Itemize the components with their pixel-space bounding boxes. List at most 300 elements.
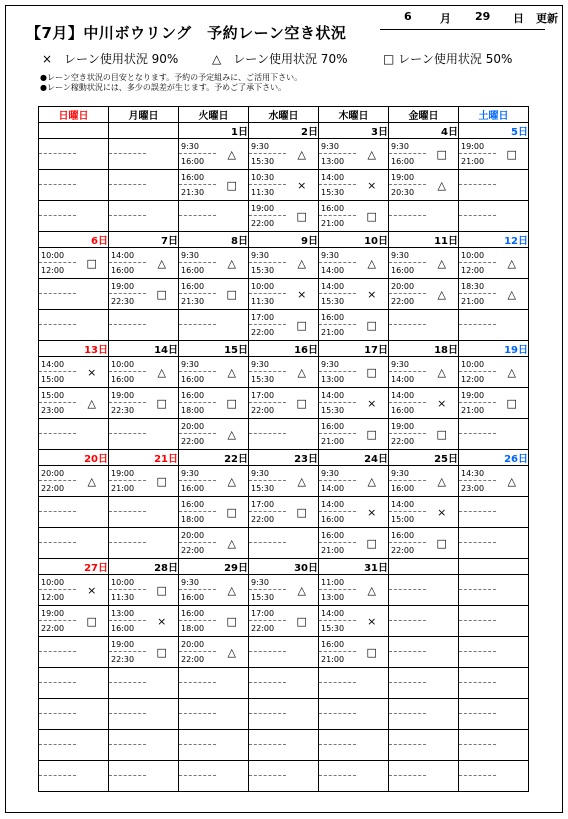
slot-time: [249, 761, 286, 792]
start-time: [39, 637, 76, 652]
slot-time: [249, 248, 286, 279]
slot-time: [389, 279, 426, 310]
slot-row: [39, 497, 529, 528]
availability-symbol: [76, 699, 109, 730]
slot-time: [389, 637, 426, 668]
start-time: 20:00: [179, 419, 216, 434]
end-time: 11:30: [251, 297, 275, 306]
end-time: [179, 216, 216, 231]
slot-time: [459, 139, 496, 170]
end-time: 16:00: [181, 484, 205, 493]
end-time: 16:00: [181, 375, 205, 384]
start-time: 16:00: [319, 310, 356, 325]
start-time: [459, 606, 496, 621]
slot-time: [39, 637, 76, 668]
start-time: 9:30: [179, 357, 216, 372]
availability-symbol: ×: [76, 575, 109, 606]
start-time: 17:00: [249, 606, 286, 621]
start-time: [459, 497, 496, 512]
end-time: 21:00: [111, 484, 135, 493]
slot-time: [389, 606, 426, 637]
end-time: 22:00: [391, 437, 415, 446]
availability-symbol: [286, 637, 319, 668]
end-time: 22:30: [111, 297, 135, 306]
slot-time: [39, 699, 76, 730]
start-time: [389, 637, 426, 652]
end-time: 12:00: [41, 266, 65, 275]
end-time: [389, 590, 426, 605]
availability-symbol: [496, 761, 529, 792]
slot-time: [319, 279, 356, 310]
end-time: 16:00: [391, 157, 415, 166]
slot-time: [389, 668, 426, 699]
slot-time: [109, 139, 146, 170]
date-cell: 28日: [109, 559, 179, 575]
start-time: 10:00: [39, 248, 76, 263]
start-time: 20:00: [39, 466, 76, 481]
availability-symbol: [146, 497, 179, 528]
end-time: 16:00: [321, 515, 345, 524]
availability-symbol: □: [286, 497, 319, 528]
end-time: [39, 543, 76, 558]
slot-time: [39, 201, 76, 232]
weekday-header-row: [39, 107, 529, 123]
start-time: [179, 310, 216, 325]
start-time: [389, 606, 426, 621]
start-time: 10:00: [39, 575, 76, 590]
end-time: 14:00: [321, 266, 345, 275]
note-line: ●レーン稼動状況には、多少の誤差が生じます。予めご了承下さい。: [40, 83, 287, 92]
availability-symbol: [76, 761, 109, 792]
availability-symbol: ×: [426, 497, 459, 528]
start-time: 16:00: [319, 637, 356, 652]
end-time: 16:00: [181, 593, 205, 602]
end-time: 22:00: [251, 406, 275, 415]
start-time: 17:00: [249, 497, 286, 512]
availability-symbol: □: [286, 201, 319, 232]
slot-time: [389, 357, 426, 388]
end-time: [459, 621, 496, 636]
end-time: 21:00: [461, 406, 485, 415]
start-time: 16:00: [179, 606, 216, 621]
slot-time: [109, 575, 146, 606]
slot-time: [319, 575, 356, 606]
weekday-header: 土曜日: [459, 107, 529, 123]
end-time: 15:30: [321, 624, 345, 633]
empty-row: [39, 699, 529, 730]
end-time: 14:00: [321, 484, 345, 493]
end-time: 21:30: [181, 297, 205, 306]
start-time: [109, 139, 146, 154]
end-time: [39, 216, 76, 231]
slot-time: [249, 357, 286, 388]
slot-time: [459, 761, 496, 792]
availability-symbol: △: [426, 466, 459, 497]
slot-time: [459, 575, 496, 606]
slot-time: [389, 575, 426, 606]
start-time: 9:30: [319, 466, 356, 481]
slot-time: [319, 606, 356, 637]
updated-day-unit: 日: [513, 12, 524, 25]
slot-time: [179, 201, 216, 232]
availability-symbol: [76, 637, 109, 668]
start-time: 19:00: [389, 170, 426, 185]
availability-symbol: △: [146, 248, 179, 279]
start-time: 14:00: [39, 357, 76, 372]
start-time: [109, 201, 146, 216]
end-time: 15:30: [321, 188, 345, 197]
slot-time: [249, 668, 286, 699]
slot-time: [249, 170, 286, 201]
availability-symbol: [496, 201, 529, 232]
slot-time: [389, 730, 426, 761]
empty-row: [39, 730, 529, 761]
availability-symbol: [426, 761, 459, 792]
start-time: 10:00: [459, 248, 496, 263]
start-time: [109, 497, 146, 512]
date-row: [39, 450, 529, 466]
end-time: 22:30: [111, 406, 135, 415]
start-time: 14:00: [319, 170, 356, 185]
availability-symbol: △: [426, 279, 459, 310]
end-time: 22:00: [251, 624, 275, 633]
availability-symbol: [356, 699, 389, 730]
slot-time: [319, 528, 356, 559]
availability-symbol: [496, 528, 529, 559]
start-time: 19:00: [109, 279, 146, 294]
weekday-header: 水曜日: [249, 107, 319, 123]
slot-row: [39, 248, 529, 279]
end-time: 22:00: [391, 297, 415, 306]
availability-symbol: [356, 761, 389, 792]
availability-symbol: △: [426, 170, 459, 201]
end-time: 23:00: [41, 406, 65, 415]
end-time: 15:30: [251, 593, 275, 602]
end-time: 21:00: [461, 297, 485, 306]
slot-time: [319, 497, 356, 528]
availability-symbol: □: [426, 528, 459, 559]
slot-time: [179, 279, 216, 310]
availability-symbol: □: [356, 310, 389, 341]
end-time: 12:00: [461, 266, 485, 275]
availability-symbol: [76, 279, 109, 310]
start-time: 9:30: [319, 139, 356, 154]
date-cell: 25日: [389, 450, 459, 466]
availability-symbol: [146, 699, 179, 730]
start-time: 19:00: [39, 606, 76, 621]
availability-symbol: □: [356, 528, 389, 559]
start-time: 13:00: [109, 606, 146, 621]
end-time: 18:00: [181, 624, 205, 633]
availability-symbol: △: [286, 139, 319, 170]
start-time: [389, 575, 426, 590]
slot-time: [459, 497, 496, 528]
end-time: 22:00: [251, 328, 275, 337]
weekday-header: 日曜日: [39, 107, 109, 123]
availability-symbol: [496, 170, 529, 201]
start-time: [459, 637, 496, 652]
slot-time: [179, 248, 216, 279]
slot-time: [109, 357, 146, 388]
start-time: 10:00: [109, 575, 146, 590]
start-time: [39, 201, 76, 216]
slot-time: [39, 466, 76, 497]
slot-time: [319, 730, 356, 761]
start-time: [39, 170, 76, 185]
end-time: 15:30: [251, 266, 275, 275]
end-time: 15:30: [251, 484, 275, 493]
slot-time: [319, 668, 356, 699]
start-time: 9:30: [249, 248, 286, 263]
legend-square: □ レーン使用状況 50%: [383, 52, 513, 66]
end-time: [459, 543, 496, 558]
page-title: 【7月】中川ボウリング 予約レーン空き状況: [26, 24, 347, 42]
end-time: [39, 652, 76, 667]
availability-symbol: [426, 699, 459, 730]
start-time: 14:00: [319, 497, 356, 512]
availability-symbol: [426, 637, 459, 668]
date-cell: 17日: [319, 341, 389, 357]
date-cell: 19日: [459, 341, 529, 357]
slot-time: [179, 637, 216, 668]
availability-symbol: [496, 419, 529, 450]
date-cell: 4日: [389, 123, 459, 139]
slot-time: [389, 466, 426, 497]
availability-symbol: □: [146, 637, 179, 668]
end-time: [109, 543, 146, 558]
end-time: 22:00: [251, 515, 275, 524]
date-cell: 21日: [109, 450, 179, 466]
start-time: 19:00: [249, 201, 286, 216]
end-time: 12:00: [461, 375, 485, 384]
availability-symbol: □: [496, 388, 529, 419]
availability-symbol: □: [216, 606, 249, 637]
slot-time: [179, 699, 216, 730]
start-time: 19:00: [109, 637, 146, 652]
availability-symbol: ×: [356, 170, 389, 201]
availability-symbol: ×: [356, 279, 389, 310]
start-time: [459, 419, 496, 434]
start-time: 10:00: [109, 357, 146, 372]
slot-time: [39, 606, 76, 637]
start-time: 16:00: [319, 201, 356, 216]
weekday-header: 火曜日: [179, 107, 249, 123]
availability-symbol: [286, 730, 319, 761]
slot-time: [459, 248, 496, 279]
slot-time: [459, 668, 496, 699]
slot-time: [39, 357, 76, 388]
start-time: 9:30: [179, 466, 216, 481]
availability-symbol: △: [286, 248, 319, 279]
slot-time: [319, 761, 356, 792]
availability-symbol: △: [216, 528, 249, 559]
slot-time: [459, 279, 496, 310]
start-time: 19:00: [459, 388, 496, 403]
start-time: 16:00: [319, 419, 356, 434]
slot-time: [389, 139, 426, 170]
start-time: 17:00: [249, 310, 286, 325]
start-time: 9:30: [389, 139, 426, 154]
slot-row: [39, 139, 529, 170]
slot-time: [179, 357, 216, 388]
date-cell: 6日: [39, 232, 109, 248]
availability-symbol: ×: [286, 279, 319, 310]
end-time: 16:00: [111, 266, 135, 275]
availability-symbol: [356, 668, 389, 699]
end-time: [389, 621, 426, 636]
availability-symbol: [216, 201, 249, 232]
start-time: 18:30: [459, 279, 496, 294]
slot-row: [39, 170, 529, 201]
availability-symbol: □: [146, 279, 179, 310]
slot-time: [39, 419, 76, 450]
date-cell: 16日: [249, 341, 319, 357]
date-cell: 2日: [249, 123, 319, 139]
start-time: 19:00: [109, 466, 146, 481]
availability-symbol: [76, 310, 109, 341]
availability-symbol: [146, 668, 179, 699]
date-row: [39, 123, 529, 139]
slot-time: [319, 310, 356, 341]
start-time: 10:00: [249, 279, 286, 294]
availability-symbol: □: [76, 606, 109, 637]
date-cell: 30日: [249, 559, 319, 575]
availability-symbol: △: [356, 466, 389, 497]
availability-symbol: [496, 668, 529, 699]
availability-symbol: □: [426, 139, 459, 170]
availability-symbol: [216, 310, 249, 341]
date-cell: 12日: [459, 232, 529, 248]
availability-symbol: □: [76, 248, 109, 279]
end-time: 22:00: [181, 655, 205, 664]
slot-time: [179, 497, 216, 528]
availability-symbol: △: [356, 575, 389, 606]
slot-time: [109, 668, 146, 699]
availability-symbol: [76, 528, 109, 559]
date-cell: 5日: [459, 123, 529, 139]
slot-time: [39, 668, 76, 699]
availability-symbol: ×: [426, 388, 459, 419]
slot-time: [319, 248, 356, 279]
availability-symbol: △: [216, 419, 249, 450]
availability-symbol: [496, 575, 529, 606]
slot-time: [249, 279, 286, 310]
slot-row: [39, 637, 529, 668]
slot-time: [389, 248, 426, 279]
availability-symbol: [496, 497, 529, 528]
availability-symbol: △: [216, 637, 249, 668]
slot-time: [39, 139, 76, 170]
date-row: [39, 559, 529, 575]
date-cell: 3日: [319, 123, 389, 139]
start-time: 16:00: [179, 388, 216, 403]
availability-symbol: □: [216, 170, 249, 201]
start-time: 9:30: [249, 575, 286, 590]
slot-time: [459, 699, 496, 730]
slot-time: [249, 528, 286, 559]
start-time: 14:30: [459, 466, 496, 481]
slot-time: [179, 139, 216, 170]
slot-time: [109, 310, 146, 341]
start-time: 17:00: [249, 388, 286, 403]
availability-symbol: □: [286, 310, 319, 341]
updated-month-unit: 月: [440, 12, 451, 25]
availability-symbol: [76, 170, 109, 201]
slot-time: [459, 388, 496, 419]
availability-symbol: □: [426, 419, 459, 450]
slot-time: [249, 466, 286, 497]
end-time: [459, 434, 496, 449]
start-time: [39, 279, 76, 294]
availability-symbol: [426, 730, 459, 761]
slot-time: [109, 201, 146, 232]
end-time: [109, 512, 146, 527]
end-time: [109, 154, 146, 169]
availability-symbol: □: [356, 637, 389, 668]
availability-symbol: [426, 606, 459, 637]
start-time: [389, 310, 426, 325]
start-time: [459, 170, 496, 185]
availability-symbol: [426, 310, 459, 341]
slot-time: [39, 388, 76, 419]
end-time: 21:00: [321, 546, 345, 555]
slot-time: [389, 310, 426, 341]
slot-time: [459, 170, 496, 201]
slot-time: [249, 606, 286, 637]
slot-time: [459, 528, 496, 559]
slot-time: [109, 170, 146, 201]
updated-underline: [380, 29, 545, 30]
end-time: 13:00: [321, 157, 345, 166]
availability-symbol: △: [216, 139, 249, 170]
slot-time: [39, 279, 76, 310]
availability-symbol: □: [216, 279, 249, 310]
slot-time: [109, 497, 146, 528]
end-time: [459, 652, 496, 667]
start-time: [179, 201, 216, 216]
end-time: 16:00: [111, 624, 135, 633]
availability-symbol: [286, 668, 319, 699]
start-time: 14:00: [389, 388, 426, 403]
availability-symbol: △: [286, 357, 319, 388]
slot-time: [389, 419, 426, 450]
date-cell: 7日: [109, 232, 179, 248]
end-time: [39, 512, 76, 527]
availability-symbol: [76, 419, 109, 450]
date-cell: 13日: [39, 341, 109, 357]
availability-symbol: △: [216, 357, 249, 388]
slot-time: [459, 201, 496, 232]
end-time: [459, 325, 496, 340]
date-cell: 23日: [249, 450, 319, 466]
end-time: [459, 216, 496, 231]
slot-row: [39, 528, 529, 559]
weekday-header: 金曜日: [389, 107, 459, 123]
slot-time: [109, 466, 146, 497]
date-cell: [459, 559, 529, 575]
slot-time: [249, 310, 286, 341]
start-time: 9:30: [389, 357, 426, 372]
end-time: 11:30: [111, 593, 135, 602]
availability-symbol: △: [286, 466, 319, 497]
slot-time: [179, 668, 216, 699]
end-time: [109, 185, 146, 200]
slot-time: [109, 606, 146, 637]
end-time: 16:00: [111, 375, 135, 384]
availability-symbol: [216, 668, 249, 699]
availability-symbol: □: [286, 388, 319, 419]
end-time: [109, 216, 146, 231]
